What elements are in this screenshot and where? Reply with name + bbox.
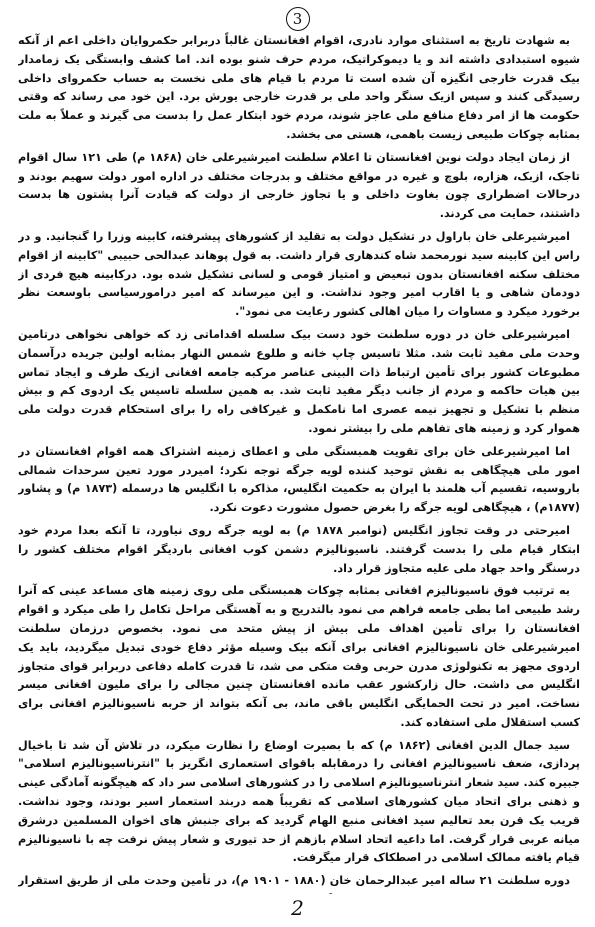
bottom-page-number: 2 [291, 896, 304, 920]
paragraph-5: اما امیرشیرعلی خان برای تقویت همبستگی ملی و اعطای زمینه اشتراک همه اقوام افغانستان در امور ملی هیچگاهی به نقش توحید کننده لویه جرگه توجه نکرد؛ امیردر مورد تعین سرحدات شمالی باروسیه، تقسیم آب هلمند با ایران به حکمیت انگلیس، مذاکره با انگلیس ها درسمله (۱۸۷۳ م) و پشاور (۱۸۷۷م) ، هیچگاهی لویه جرگه را بغرض حصول مشورت دعوت نکرد. [18, 444, 580, 515]
top-page-number [0, 2, 595, 32]
paragraph-7: به ترتیب فوق ناسیونالیزم افغانی بمثابه چوکات همبستگی ملی روی زمینه های مساعد عینی که آنرا رشد طبیعی اما بطی جامعه فراهم می نمود بالتدریج و به آهستگی مراحل تکامل را طی میکرد و اقوام افغانستان را برای تأمین اهداف ملی بیش از پیش متحد می نمود. بخصوص درزمان سلطنت امیرشیرعلی خان ناسیونالیزم افغانی برای آنکه بیک وسیله مؤثر دفاع خودی تبدیل میگردید، باید یک اردوی مجهز به تکنولوژی مدرن حربی وقت متکی می شد، تا قدرت کامله دفاعی دربرابر قوای متجاوز انگلیس می داشت. حال زارکشور عقب مانده افغانستان چنین مجالی را برای ملیون افغانی میسر نساخت. امیر در تحت الحمایگی انگلیس باقی ماند، بی آنکه بتواند از حربه ناسیونالیزم افغانی برای کسب استقلال ملی استفاده کند. [18, 584, 580, 729]
paragraph-2: از زمان ایجاد دولت نوین افغانستان تا اعلام سلطنت امیرشیرعلی خان (۱۸۶۸ م) طی ۱۲۱ سال اقوام تاجک، ازبک، هزاره، بلوچ و غیره در مواقع مختلف و بدرجات مختلف در اداره امور دولت سهیم بودند و درحالات اضطراری چون بغاوت داخلی و یا تجاوز خارجی از دولت که قیادت آنرا پشتون ها بدست داشتند، حمایت می کردند. [18, 150, 580, 221]
paragraph-4: امیرشیرعلی خان در دوره سلطنت خود دست بیک سلسله اقداماتی زد که خواهی نخواهی درتامین وحدت ملی مفید ثابت شد. مثلا تاسیس چاپ خانه و طلوع شمس النهار بمثابه اولین جریده درآسمان مطبوعات کشور برای تأمین ارتباط ذات البینی عناصر مرکبه جامعه افغانی ازیک طرف و ایجاد تماس بین هیات حاکمه و مردم از جانب دیگر مفید ثابت شد. به همین سلسله تاسیس یک اردوی کم و بیش منظم با تشکیل و تجهیز نیمه عصری اما نامکمل و غیرکافی راه را برای استحکام قدرت دولت ملی هموار کرد و زمینه های تفاهم ملی را بیشتر نمود. [18, 327, 580, 435]
paragraph-3: امیرشیرعلی خان باراول در تشکیل دولت به تقلید از کشورهای پیشرفته، کابینه وزرا را گنجانید. و در راس این کابینه سید نورمحمد شاه کندهاری قرار داشت. به قول پوهاند عبدالحی حبیبی "کابینه از اقوام مختلف سکنه افغانستان بدون تبعیض و امتیاز قومی و لسانی تشکیل شده بود. درکابینه هیچ فردی از دودمان شاهی و یا اقارب امیر وجود نداشت. و این میرساند که امیر درامورسیاسی باوسعت نظر برخورد میکرد و مساوات را میان اهالی کشور رعایت می نمود". [18, 229, 580, 319]
paragraph-1: به شهادت تاریخ به استثنای موارد نادری، اقوام افغانستان غالباً دربرابر حکمروایان داخلی اعم از آنکه شیوه استبدادی داشته اند و یا دیموکراتیک، مردم حرف شنو بوده اند. اما کشف وابستگی یک زمامدار بیک قدرت خارجی انگیزه آن شده است تا مردم با قیام های ملی نخست به حساب حکمروای داخلی رسیدگی کنند و سپس ازیک سنگر واحد ملی بر قدرت خارجی یورش برد. این خود می رساند که وقتی حکومت ها از امر دفاع منافع ملی عاجز شوند، مردم خود ابتکار عمل را بدست می گیرند و عملاً به ملت بمثابه چوکات طبیعی زیست باهمی، هستی می بخشد. [18, 34, 580, 141]
paragraph-8: سید جمال الدین افغانی (۱۸۶۲ م) که با بصیرت اوضاع را نظارت میکرد، در تلاش آن شد تا باخیال پردازی، ضعف ناسیونالیزم افغانی را درمقابله باقوای استعماری انگریز با "انترناسیونالیزم اسلامی" جبیره کند. سید شعار انترناسیونالیزم اسلامی را در کشورهای اسلامی سر داد که هیچگونه آمادگی عینی و ذهنی برای اتحاد میان کشورهای اسلامی که تقریباً همه دربند استعمار اسیر بودند، وجود نداشت. قریب یک قرن بعد تعالیم سید افغانی منبع الهام گردید که برای جنبش های اخوان المسلمین درشرق میانه عربی قرار گرفت. اما داعیه اتحاد اسلام بازهم از حد تیوری و شعار پیش نرفت چه با ناسیونالیزم قیام یافته ممالک اسلامی در اصطکاک قرار میگرفت. [18, 738, 580, 865]
paragraph-9: دوره سلطنت ۲۱ ساله امیر عبدالرحمان خان (۱۸۸۰ - ۱۹۰۱ م)، در تأمین وحدت ملی از طریق استقرار [18, 874, 571, 888]
circled-page-number: 3 [286, 7, 310, 31]
document-body [18, 32, 580, 894]
paragraph-6: امیرحتی در وقت تجاوز انگلیس (نوامبر ۱۸۷۸ م) به لویه جرگه روی نیاورد، تا آنکه بعدا مردم خود ابتکار قیام ملی را بدست گرفتند. ناسیونالیزم دشمن کوب افغانی باردیگر اقوام مختلف کشور را درسنگر واحد جهاد ملی علیه متجاوز قرار داد. [18, 523, 580, 575]
